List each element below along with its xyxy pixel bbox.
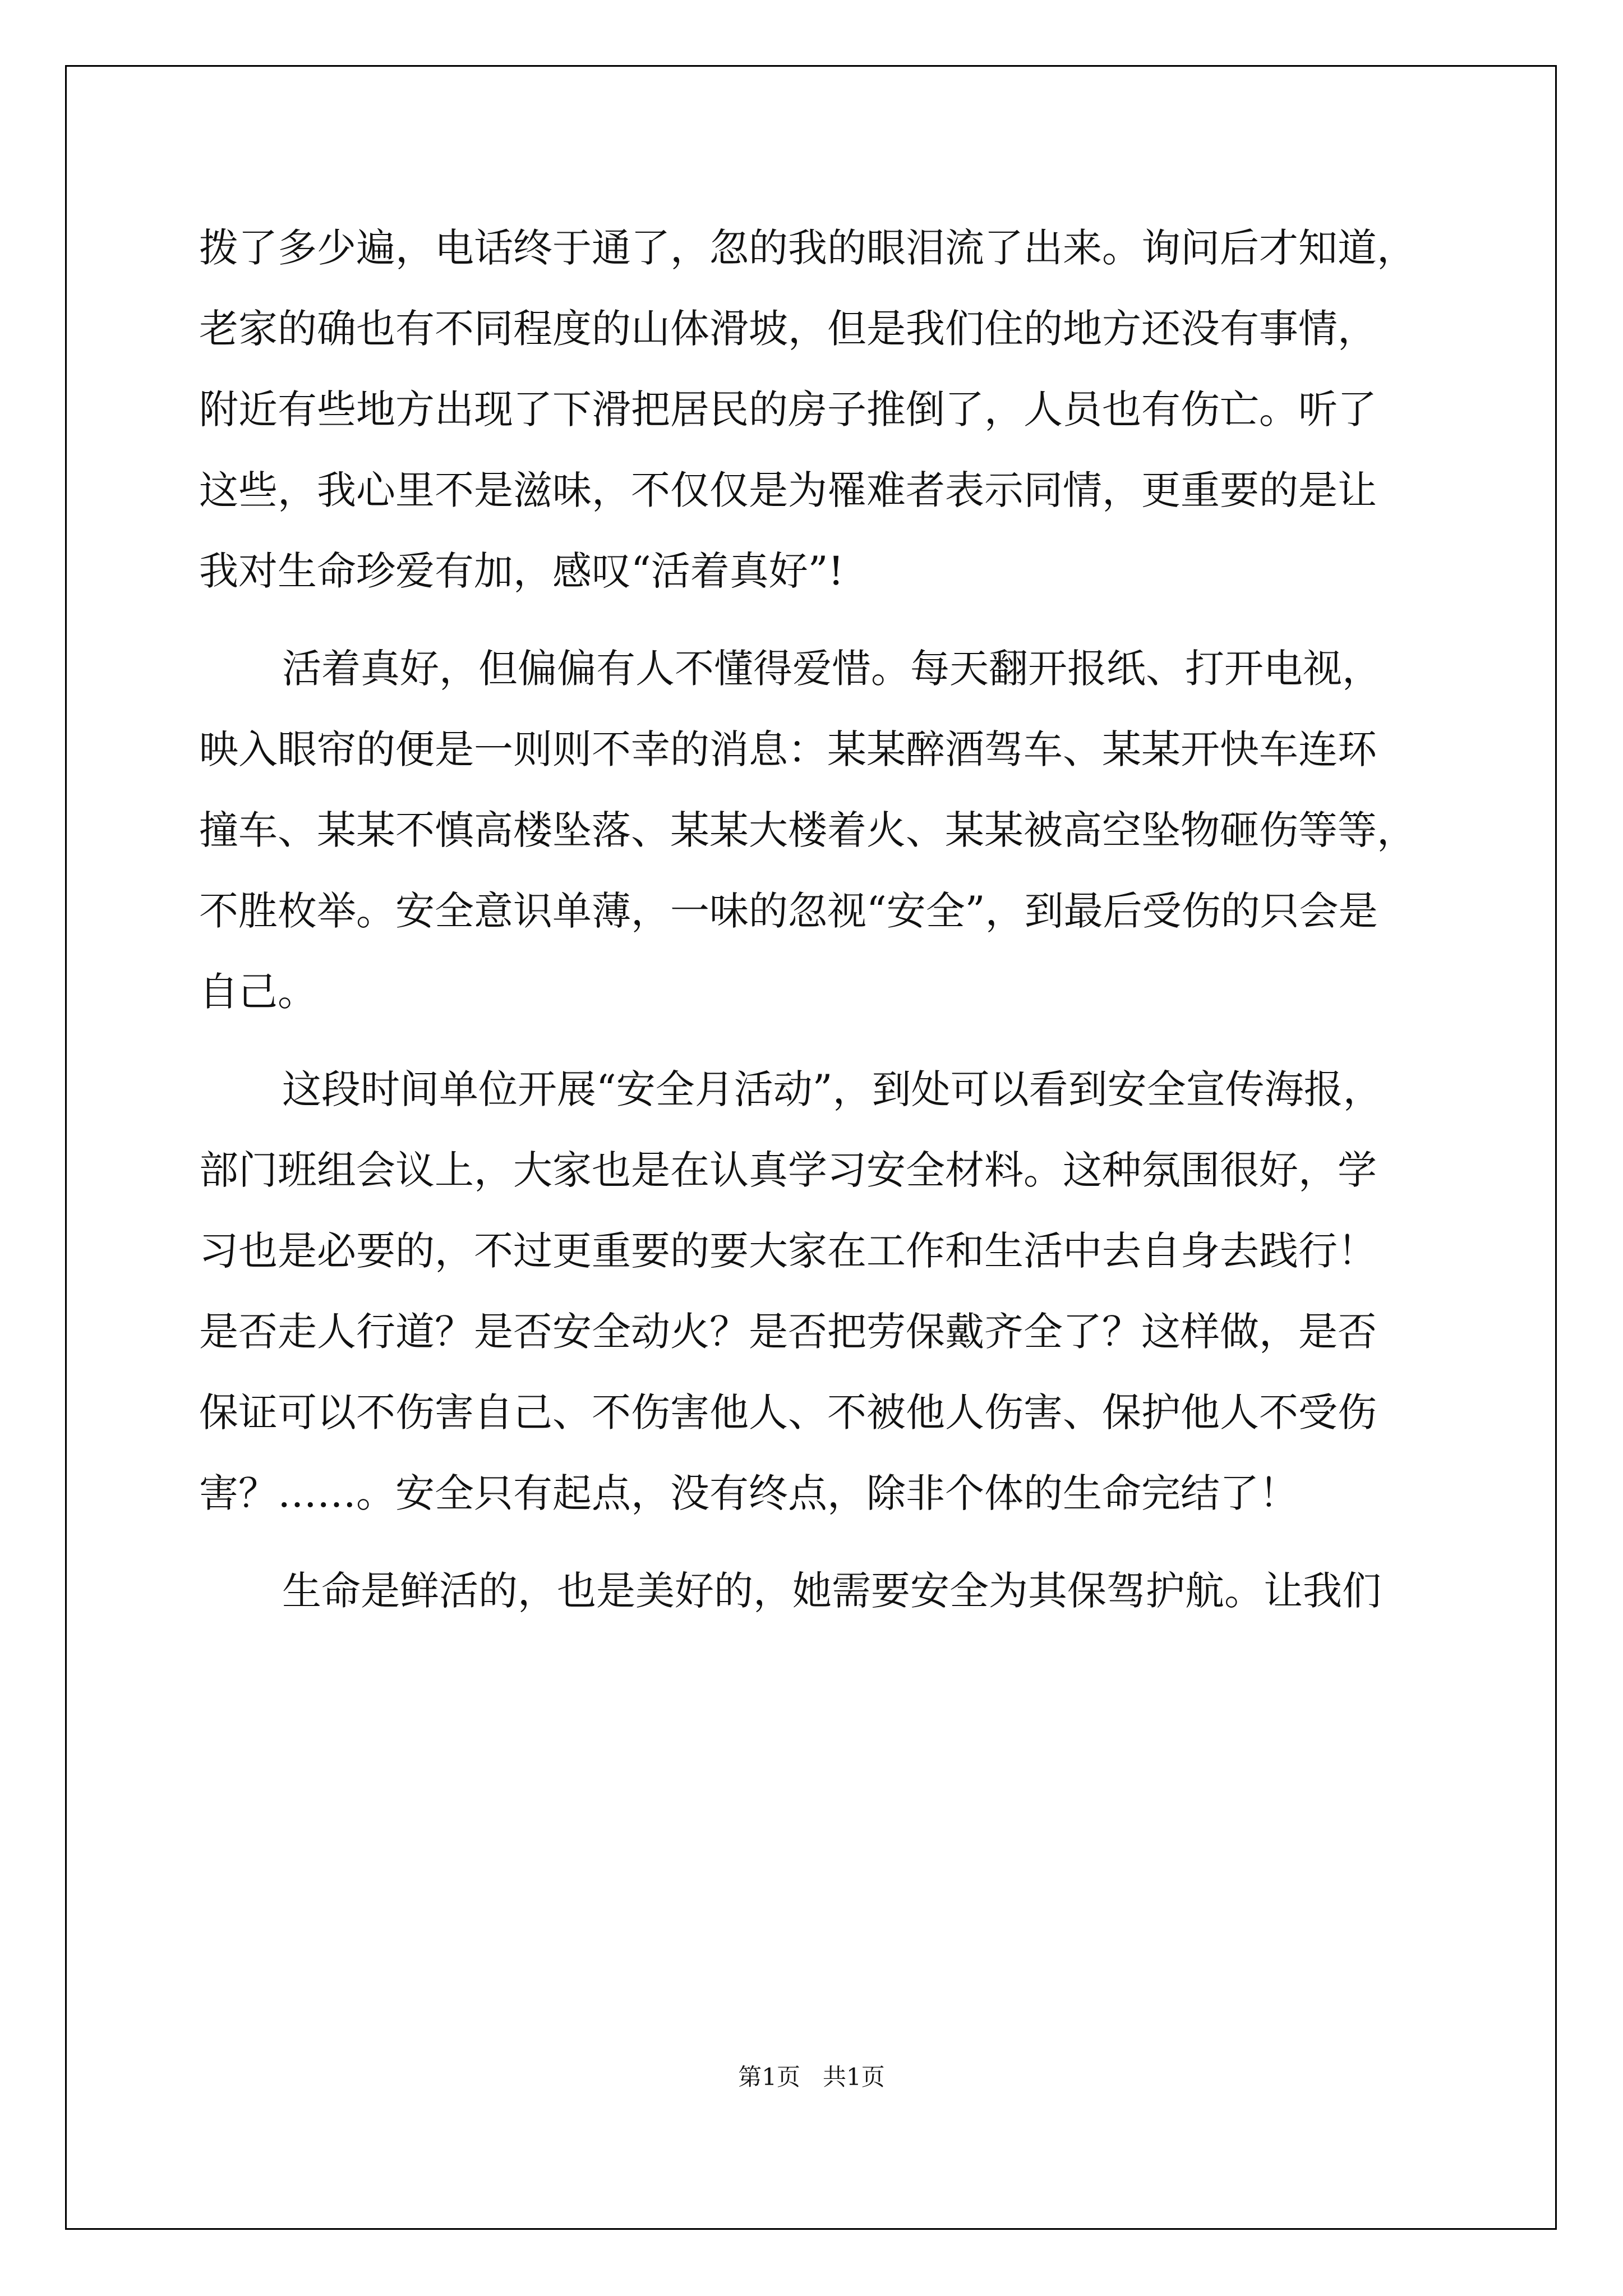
text-line: 害？……。安全只有起点，没有终点，除非个体的生命完结了！ xyxy=(199,1470,1298,1516)
text-line: 撞车、某某不慎高楼坠落、某某大楼着火、某某被高空坠物砸伤等等， xyxy=(199,807,1416,853)
text-line: 不胜枚举。安全意识单薄，一味的忽视“安全”，到最后受伤的只会是 xyxy=(199,888,1378,934)
paragraph-first-line: 活着真好，但偏偏有人不懂得爱惜。每天翻开报纸、打开电视， xyxy=(282,646,1381,692)
page-number-footer: 第1页 共1页 xyxy=(738,2063,885,2091)
text-line: 部门班组会议上，大家也是在认真学习安全材料。这种氛围很好，学 xyxy=(199,1147,1377,1193)
text-line: 习也是必要的，不过更重要的要大家在工作和生活中去自身去践行！ xyxy=(199,1228,1377,1274)
text-line: 拨了多少遍，电话终于通了，忽的我的眼泪流了出来。询问后才知道， xyxy=(199,225,1416,271)
text-line: 保证可以不伤害自己、不伤害他人、不被他人伤害、保护他人不受伤 xyxy=(199,1389,1377,1435)
text-line: 自己。 xyxy=(199,969,317,1015)
text-line: 这些，我心里不是滋味，不仅仅是为罹难者表示同情，更重要的是让 xyxy=(199,467,1377,513)
text-line: 老家的确也有不同程度的山体滑坡，但是我们住的地方还没有事情， xyxy=(199,306,1377,352)
text-line: 是否走人行道？是否安全动火？是否把劳保戴齐全了？这样做，是否 xyxy=(199,1309,1377,1355)
paragraph-first-line: 这段时间单位开展“安全月活动”，到处可以看到安全宣传海报， xyxy=(282,1066,1382,1112)
text-line: 我对生命珍爱有加，感叹“活着真好”! xyxy=(199,548,844,594)
document-body xyxy=(199,208,1441,1631)
text-line: 附近有些地方出现了下滑把居民的房子推倒了，人员也有伤亡。听了 xyxy=(199,386,1377,432)
paragraph-first-line: 生命是鲜活的，也是美好的，她需要安全为其保驾护航。让我们 xyxy=(282,1568,1381,1614)
text-line: 映入眼帘的便是一则则不幸的消息：某某醉酒驾车、某某开快车连环 xyxy=(199,726,1377,772)
